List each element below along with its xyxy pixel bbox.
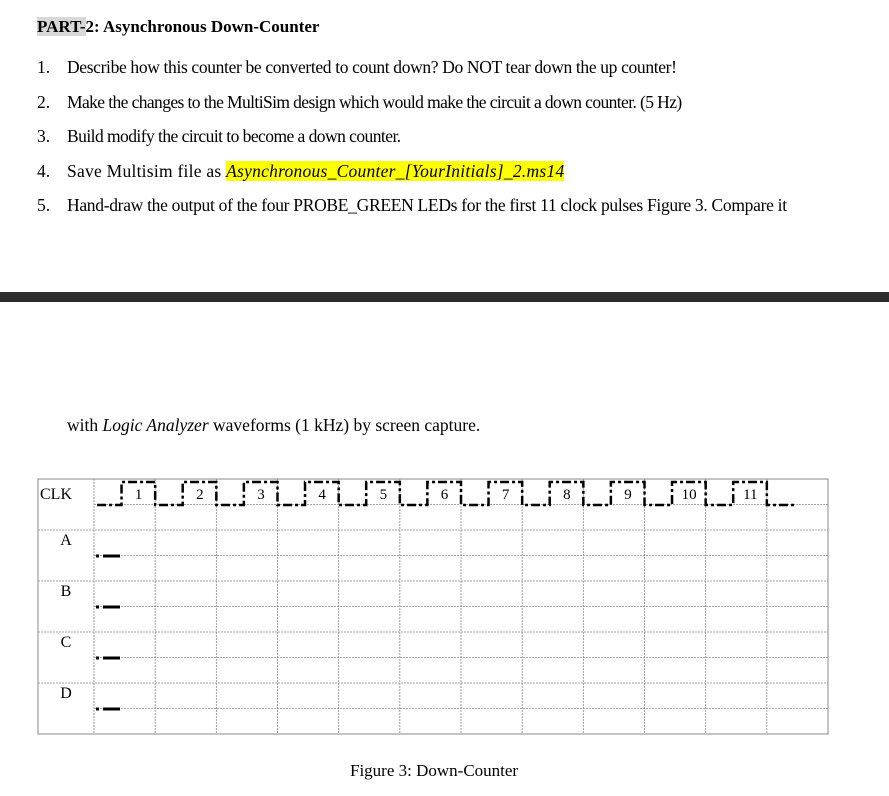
clock-pulse-label: 11	[743, 487, 758, 503]
signal-label: D	[60, 685, 72, 702]
clock-pulse-label: 9	[624, 487, 632, 503]
signal-label: CLK	[40, 486, 72, 503]
item-number: 2.	[37, 91, 51, 112]
clock-pulse-label: 4	[318, 487, 326, 503]
clock-pulse-label: 8	[563, 487, 571, 503]
heading-prefix: PART-	[37, 17, 86, 36]
item-text: Make the changes to the MultiSim design which would make the circuit a down counter. (5 Hz)	[67, 91, 682, 112]
continued-after: waveforms (1 kHz) by screen capture.	[208, 415, 481, 435]
item-number: 3.	[37, 126, 51, 146]
highlighted-filename: Asynchronous_Counter_[YourInitials]_2.ms14	[226, 160, 565, 181]
timing-waveforms	[96, 482, 794, 709]
clock-pulse-label: 5	[379, 487, 388, 503]
clock-pulse-label: 10	[681, 487, 697, 503]
continued-italic: Logic Analyzer	[102, 415, 209, 435]
signal-label: C	[60, 634, 72, 651]
signal-label: B	[60, 583, 72, 600]
item-number: 4.	[37, 160, 51, 181]
timing-labels	[40, 486, 758, 702]
item-number: 1.	[37, 57, 51, 77]
continued-before: with	[67, 415, 103, 435]
clock-pulse-label: 3	[257, 487, 265, 503]
clock-pulse-label: 1	[134, 487, 143, 503]
clock-pulse-label: 6	[440, 487, 449, 503]
clock-pulse-label: 7	[501, 487, 510, 503]
timing-grid	[38, 479, 828, 734]
item-text-prefix: Save Multisim file as	[67, 160, 227, 181]
item-text: Build modify the circuit to become a down counter.	[67, 126, 401, 146]
figure-caption: Figure 3: Down-Counter	[350, 761, 519, 780]
item-number: 5.	[37, 195, 51, 215]
signal-label: A	[60, 532, 72, 549]
item-text: Describe how this counter be converted to count down? Do NOT tear down the up counter!	[67, 57, 677, 77]
item-text: Hand-draw the output of the four PROBE_GREEN LEDs for the first 11 clock pulses Figure 3. Compare it	[67, 195, 787, 215]
heading-title: 2: Asynchronous Down-Counter	[85, 17, 320, 36]
clock-pulse-label: 2	[196, 487, 204, 503]
